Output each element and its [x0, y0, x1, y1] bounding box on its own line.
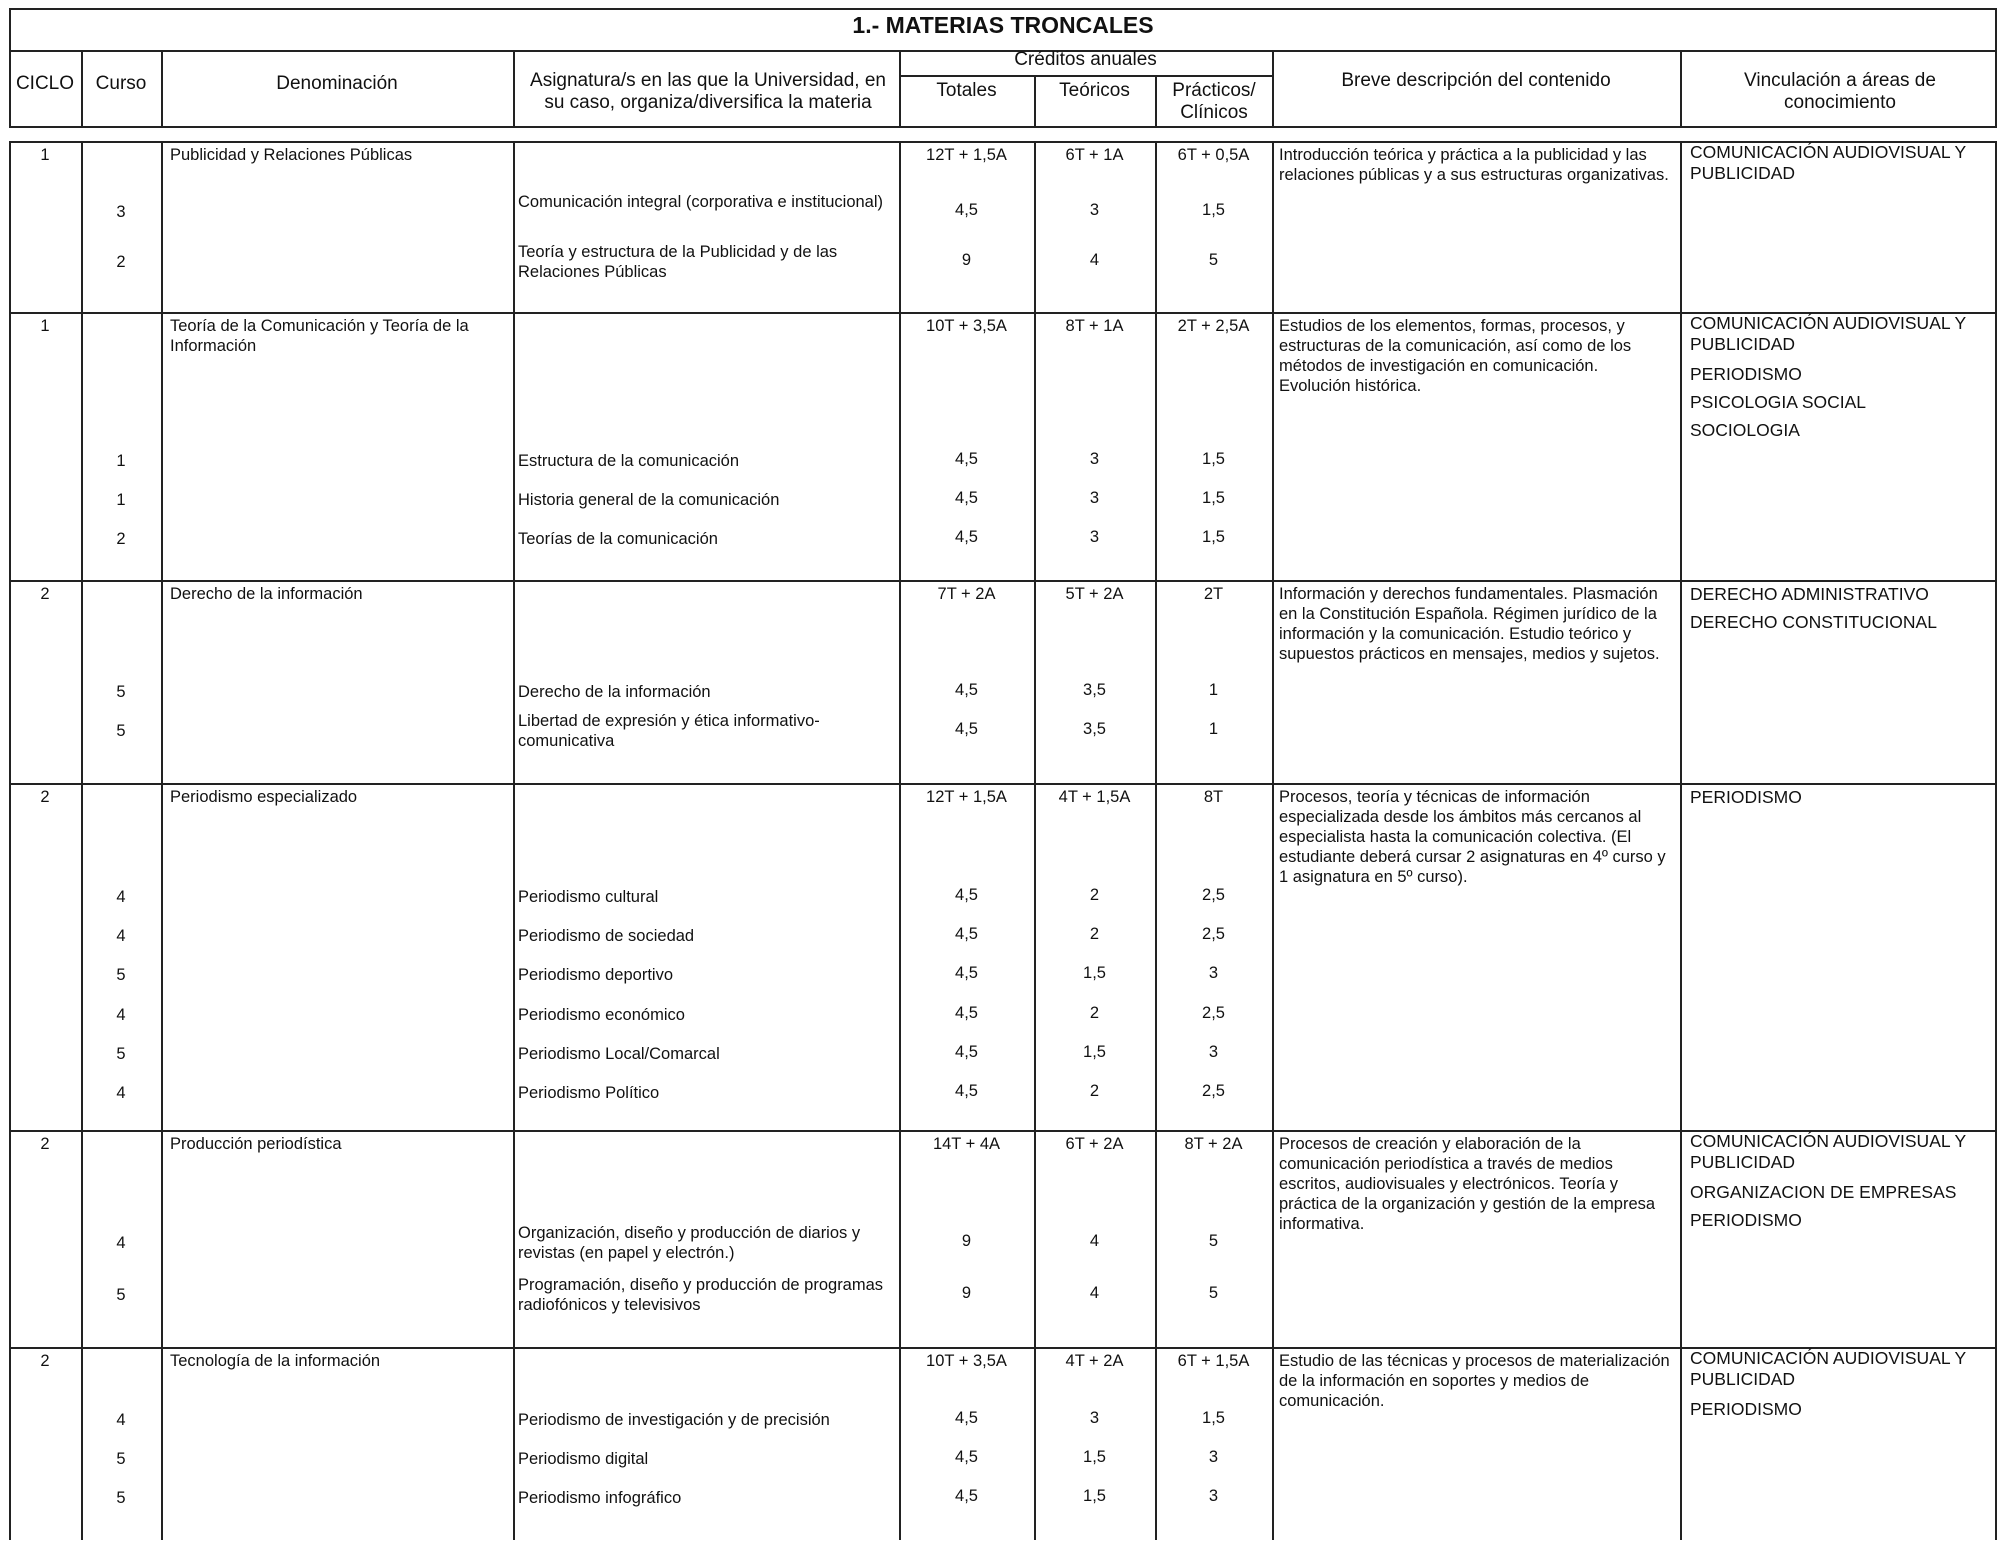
materia-ciclo: 1: [40, 146, 50, 164]
materia-descripcion: Estudio de las técnicas y procesos de materialización de la información en soportes y medios de comunicación.: [1279, 1352, 1670, 1410]
asignatura-totales: 4,5: [955, 886, 978, 904]
materia-teoricos: 4T + 1,5A: [1058, 788, 1131, 806]
asignatura-curso: 5: [116, 1489, 126, 1507]
header-descripcion: Breve descripción del contenido: [1341, 70, 1611, 91]
asignatura-nombre: Comunicación integral (corporativa e institucional): [518, 193, 884, 211]
asignatura-nombre: Periodismo de investigación y de precisión: [518, 1411, 830, 1429]
col-divider: [1034, 141, 1036, 1540]
materia-teoricos: 8T + 1A: [1065, 317, 1124, 335]
asignatura-totales: 4,5: [955, 1448, 978, 1466]
asignatura-nombre: Programación, diseño y producción de programas radiofónicos y televisivos: [518, 1276, 884, 1314]
materia-area: DERECHO CONSTITUCIONAL: [1690, 612, 1937, 632]
asignatura-teoricos: 1,5: [1083, 1448, 1106, 1466]
col-divider: [1155, 141, 1157, 1540]
materia-ciclo: 2: [40, 1135, 50, 1153]
asignatura-nombre: Periodismo deportivo: [518, 966, 673, 984]
header-teoricos: Teóricos: [1059, 80, 1130, 101]
materia-practicos: 6T + 0,5A: [1177, 146, 1250, 164]
asignatura-practicos: 2,5: [1202, 925, 1225, 943]
header-creditos: Créditos anuales: [1014, 49, 1157, 70]
col-divider: [1680, 50, 1682, 128]
materia-descripcion: Procesos de creación y elaboración de la comunicación periodística a través de medios escritos, audiovisuales y electrónicos. Teoría y práctica de la organización y gestión de la empresa informativa.: [1279, 1135, 1656, 1233]
asignatura-practicos: 1,5: [1202, 489, 1225, 507]
asignatura-teoricos: 2: [1089, 1004, 1100, 1022]
asignatura-teoricos: 3: [1089, 489, 1100, 507]
materia-ciclo: 2: [40, 585, 50, 603]
col-divider: [161, 141, 163, 1540]
asignatura-teoricos: 3: [1089, 450, 1100, 468]
asignatura-totales: 4,5: [955, 1082, 978, 1100]
materia-descripcion: Procesos, teoría y técnicas de información especializada desde los ámbitos más cercanos al especialista hasta la comunicación colectiva. (El estudiante deberá cursar 2 asignaturas en 4º curso y 1 asignatura en 5º curso).: [1279, 788, 1666, 886]
asignatura-nombre: Periodismo económico: [518, 1006, 685, 1024]
asignatura-curso: 2: [116, 530, 126, 548]
asignatura-teoricos: 1,5: [1083, 1043, 1106, 1061]
asignatura-practicos: 1,5: [1202, 201, 1225, 219]
asignatura-curso: 4: [116, 888, 126, 906]
materia-practicos: 6T + 1,5A: [1177, 1352, 1250, 1370]
materia-practicos: 2T + 2,5A: [1177, 317, 1250, 335]
asignatura-practicos: 2,5: [1202, 886, 1225, 904]
asignatura-teoricos: 4: [1089, 251, 1100, 269]
materia-descripcion: Información y derechos fundamentales. Plasmación en la Constitución Española. Régimen jurídico de la información y la comunicación. Estudio teórico y supuestos prácticos en mensajes, medios y sujetos.: [1279, 585, 1660, 663]
materia-teoricos: 6T + 1A: [1065, 146, 1124, 164]
asignatura-nombre: Periodismo infográfico: [518, 1489, 682, 1507]
asignatura-curso: 5: [116, 1045, 126, 1063]
asignatura-curso: 5: [116, 722, 126, 740]
asignatura-curso: 4: [116, 1411, 126, 1429]
asignatura-practicos: 2,5: [1202, 1004, 1225, 1022]
asignatura-totales: 9: [961, 251, 972, 269]
materia-area: COMUNICACIÓN AUDIOVISUAL Y PUBLICIDAD: [1690, 1131, 1966, 1172]
materia-totales: 7T + 2A: [937, 585, 996, 603]
materia-area: PERIODISMO: [1690, 1399, 1802, 1419]
col-divider: [513, 50, 515, 128]
asignatura-teoricos: 3: [1089, 201, 1100, 219]
asignatura-totales: 4,5: [955, 201, 978, 219]
materia-area: COMUNICACIÓN AUDIOVISUAL Y PUBLICIDAD: [1690, 313, 1966, 354]
asignatura-curso: 3: [116, 203, 126, 221]
asignatura-curso: 4: [116, 1084, 126, 1102]
col-divider: [1272, 141, 1274, 1540]
asignatura-practicos: 1: [1208, 720, 1219, 738]
asignatura-curso: 4: [116, 1006, 126, 1024]
asignatura-practicos: 5: [1208, 1232, 1219, 1250]
asignatura-teoricos: 3: [1089, 1409, 1100, 1427]
asignatura-nombre: Periodismo Político: [518, 1084, 660, 1102]
col-divider: [513, 141, 515, 1540]
materia-practicos: 8T + 2A: [1184, 1135, 1243, 1153]
asignatura-practicos: 2,5: [1202, 1082, 1225, 1100]
asignatura-curso: 2: [116, 253, 126, 271]
asignatura-totales: 9: [961, 1284, 972, 1302]
asignatura-totales: 4,5: [955, 1487, 978, 1505]
asignatura-curso: 5: [116, 683, 126, 701]
materia-denominacion: Derecho de la información: [170, 585, 363, 603]
materia-totales: 14T + 4A: [932, 1135, 1001, 1153]
asignatura-nombre: Periodismo de sociedad: [518, 927, 695, 945]
header-practicos: Prácticos/ Clínicos: [1172, 80, 1256, 123]
asignatura-practicos: 3: [1208, 1487, 1219, 1505]
asignatura-curso: 5: [116, 966, 126, 984]
materia-area: COMUNICACIÓN AUDIOVISUAL Y PUBLICIDAD: [1690, 1348, 1966, 1389]
materia-totales: 10T + 3,5A: [926, 1352, 1007, 1370]
materia-denominacion: Periodismo especializado: [170, 788, 358, 806]
asignatura-totales: 4,5: [955, 1043, 978, 1061]
materia-practicos: 2T: [1203, 585, 1224, 603]
materia-totales: 12T + 1,5A: [926, 788, 1007, 806]
materia-area: PERIODISMO: [1690, 1210, 1802, 1230]
materia-area: PERIODISMO: [1690, 787, 1802, 807]
asignatura-teoricos: 4: [1089, 1232, 1100, 1250]
materia-practicos: 8T: [1203, 788, 1224, 806]
materia-descripcion: Introducción teórica y práctica a la publicidad y las relaciones públicas y a sus estructuras organizativas.: [1279, 146, 1669, 184]
header-asignaturas: Asignatura/s en las que la Universidad, en su caso, organiza/diversifica la materia: [530, 70, 886, 113]
header-curso: Curso: [95, 73, 147, 94]
asignatura-practicos: 1: [1208, 681, 1219, 699]
materia-area: PSICOLOGIA SOCIAL: [1690, 392, 1867, 412]
header-totales: Totales: [936, 80, 997, 101]
materia-ciclo: 2: [40, 1352, 50, 1370]
asignatura-nombre: Historia general de la comunicación: [518, 491, 780, 509]
header-vinculacion: Vinculación a áreas de conocimiento: [1744, 70, 1936, 113]
asignatura-teoricos: 1,5: [1083, 964, 1106, 982]
asignatura-totales: 9: [961, 1232, 972, 1250]
materia-ciclo: 2: [40, 788, 50, 806]
asignatura-teoricos: 4: [1089, 1284, 1100, 1302]
asignatura-practicos: 3: [1208, 964, 1219, 982]
asignatura-totales: 4,5: [955, 1004, 978, 1022]
asignatura-practicos: 1,5: [1202, 1409, 1225, 1427]
materia-area: SOCIOLOGIA: [1690, 420, 1800, 440]
asignatura-teoricos: 2: [1089, 925, 1100, 943]
asignatura-totales: 4,5: [955, 720, 978, 738]
header-ciclo: CICLO: [15, 73, 75, 94]
asignatura-nombre: Organización, diseño y producción de diarios y revistas (en papel y electrón.): [518, 1224, 861, 1262]
asignatura-totales: 4,5: [955, 681, 978, 699]
asignatura-nombre: Periodismo Local/Comarcal: [518, 1045, 720, 1063]
asignatura-totales: 4,5: [955, 489, 978, 507]
asignatura-teoricos: 1,5: [1083, 1487, 1106, 1505]
header-denominacion: Denominación: [276, 73, 398, 94]
asignatura-teoricos: 2: [1089, 886, 1100, 904]
col-divider: [1680, 141, 1682, 1540]
materia-area: DERECHO ADMINISTRATIVO: [1690, 584, 1929, 604]
materia-ciclo: 1: [40, 317, 50, 335]
asignatura-practicos: 1,5: [1202, 528, 1225, 546]
asignatura-nombre: Estructura de la comunicación: [518, 452, 740, 470]
materia-teoricos: 4T + 2A: [1065, 1352, 1124, 1370]
asignatura-curso: 4: [116, 927, 126, 945]
asignatura-nombre: Periodismo digital: [518, 1450, 649, 1468]
materia-teoricos: 5T + 2A: [1065, 585, 1124, 603]
asignatura-teoricos: 2: [1089, 1082, 1100, 1100]
asignatura-nombre: Teoría y estructura de la Publicidad y de las Relaciones Públicas: [518, 243, 838, 281]
asignatura-curso: 1: [116, 491, 126, 509]
asignatura-practicos: 5: [1208, 251, 1219, 269]
asignatura-curso: 5: [116, 1286, 126, 1304]
asignatura-practicos: 3: [1208, 1448, 1219, 1466]
materia-area: ORGANIZACION DE EMPRESAS: [1690, 1182, 1957, 1202]
asignatura-practicos: 1,5: [1202, 450, 1225, 468]
materia-teoricos: 6T + 2A: [1065, 1135, 1124, 1153]
asignatura-totales: 4,5: [955, 925, 978, 943]
asignatura-totales: 4,5: [955, 450, 978, 468]
asignatura-nombre: Periodismo cultural: [518, 888, 659, 906]
materia-descripcion: Estudios de los elementos, formas, procesos, y estructuras de la comunicación, así como de los métodos de investigación en comunicación. Evolución histórica.: [1279, 317, 1632, 395]
col-divider: [1155, 75, 1157, 128]
materia-area: PERIODISMO: [1690, 364, 1802, 384]
page-title: 1.- MATERIAS TRONCALES: [852, 12, 1154, 38]
asignatura-nombre: Derecho de la información: [518, 683, 711, 701]
materia-denominacion: Tecnología de la información: [170, 1352, 381, 1370]
asignatura-totales: 4,5: [955, 528, 978, 546]
asignatura-curso: 1: [116, 452, 126, 470]
asignatura-curso: 4: [116, 1234, 126, 1252]
materia-denominacion: Teoría de la Comunicación y Teoría de la Información: [170, 317, 469, 355]
materia-denominacion: Producción periodística: [170, 1135, 342, 1153]
materia-totales: 12T + 1,5A: [926, 146, 1007, 164]
asignatura-totales: 4,5: [955, 964, 978, 982]
col-divider: [899, 141, 901, 1540]
creditos-divider: [899, 75, 1272, 77]
asignatura-nombre: Teorías de la comunicación: [518, 530, 718, 548]
asignatura-nombre: Libertad de expresión y ética informativo-comunicativa: [518, 712, 820, 750]
asignatura-teoricos: 3,5: [1083, 720, 1106, 738]
asignatura-teoricos: 3,5: [1083, 681, 1106, 699]
asignatura-totales: 4,5: [955, 1409, 978, 1427]
asignatura-practicos: 5: [1208, 1284, 1219, 1302]
materia-area: COMUNICACIÓN AUDIOVISUAL Y PUBLICIDAD: [1690, 142, 1966, 183]
materia-totales: 10T + 3,5A: [926, 317, 1007, 335]
asignatura-curso: 5: [116, 1450, 126, 1468]
materia-denominacion: Publicidad y Relaciones Públicas: [170, 146, 413, 164]
asignatura-teoricos: 3: [1089, 528, 1100, 546]
col-divider: [81, 141, 83, 1540]
asignatura-practicos: 3: [1208, 1043, 1219, 1061]
